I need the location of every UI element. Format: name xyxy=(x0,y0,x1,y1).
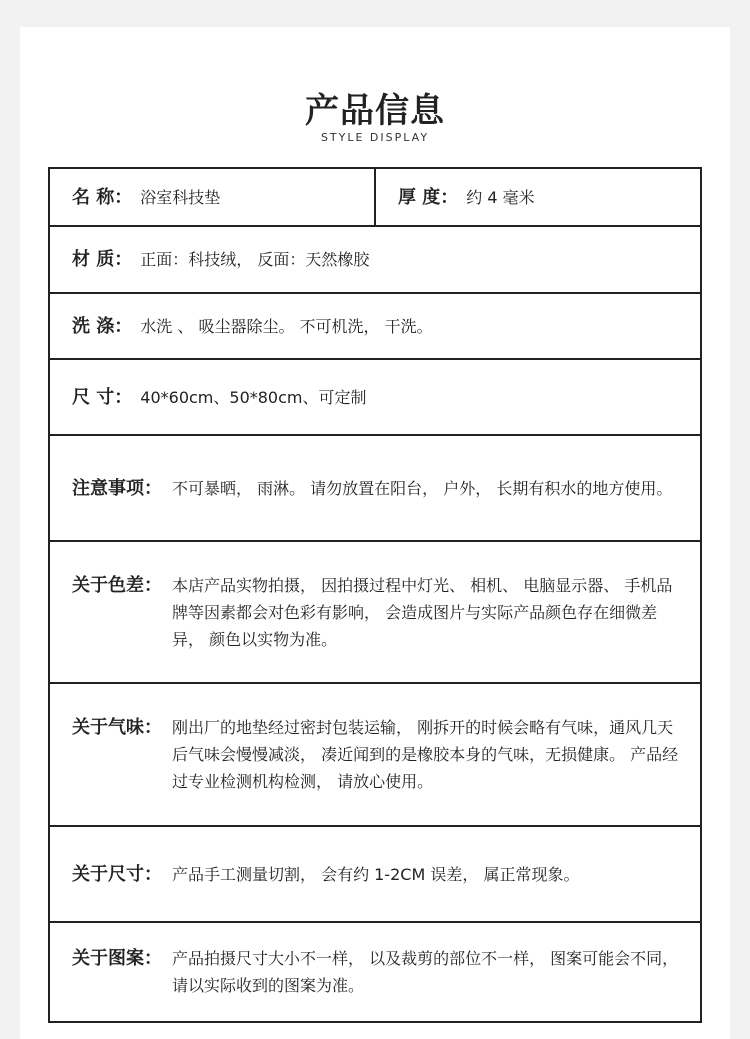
table-row-material xyxy=(49,226,701,293)
washing-value: 水洗 、 吸尘器除尘。 不可机洗， 干洗。 xyxy=(140,316,433,336)
cell-pattern xyxy=(49,922,701,1022)
name-label: 名 称： xyxy=(72,186,133,208)
notes-label: 注意事项： xyxy=(72,477,162,499)
smell-value: 刚出厂的地垫经过密封包装运输， 刚拆开的时候会略有气味，通风几天后气味会慢慢减淡， 凑近闻到的是橡胶本身的气味，无损健康。 产品经过专业检测机构检测， 请放心使用。 xyxy=(172,718,679,791)
cell-color xyxy=(49,541,701,683)
sizeinfo-value: 产品手工测量切割， 会有约 1-2CM 误差， 属正常现象。 xyxy=(172,864,580,884)
color-label: 关于色差： xyxy=(72,574,162,596)
color-value: 本店产品实物拍摄， 因拍摄过程中灯光、 相机、 电脑显示器、 手机品牌等因素都会对色彩有影响， 会造成图片与实际产品颜色存在细微差异， 颜色以实物为准。 xyxy=(172,575,673,649)
page-subtitle: STYLE DISPLAY xyxy=(320,131,430,144)
thickness-value: 约 4 毫米 xyxy=(466,187,535,207)
table-row-smell xyxy=(49,683,701,826)
name-value: 浴室科技垫 xyxy=(140,187,221,207)
cell-thickness xyxy=(375,168,701,226)
size-value: 40*60cm、50*80cm、可定制 xyxy=(140,387,367,407)
table-row-notes xyxy=(49,435,701,541)
cell-notes xyxy=(49,435,701,541)
table-row-pattern xyxy=(49,922,701,1022)
table-row-size xyxy=(49,359,701,435)
cell-sizeinfo xyxy=(49,826,701,922)
notes-value: 不可暴晒， 雨淋。 请勿放置在阳台， 户外， 长期有积水的地方使用。 xyxy=(172,478,673,498)
size-label: 尺 寸： xyxy=(72,386,133,408)
table-row-name-thickness xyxy=(49,168,701,226)
cell-size xyxy=(49,359,701,435)
material-value: 正面：科技绒， 反面：天然橡胶 xyxy=(140,250,370,269)
thickness-label: 厚 度： xyxy=(398,186,459,208)
cell-name xyxy=(49,168,375,226)
table-row-washing xyxy=(49,293,701,359)
smell-label: 关于气味： xyxy=(72,717,162,738)
table-row-color xyxy=(49,541,701,683)
pattern-label: 关于图案： xyxy=(72,948,162,969)
sizeinfo-label: 关于尺寸： xyxy=(72,863,162,885)
product-info-card xyxy=(20,27,730,1039)
material-label: 材 质： xyxy=(72,249,133,270)
cell-smell xyxy=(49,683,701,826)
table-row-sizeinfo xyxy=(49,826,701,922)
cell-washing xyxy=(49,293,701,359)
pattern-value: 产品拍摄尺寸大小不一样， 以及裁剪的部位不一样， 图案可能会不同， 请以实际收到的图案为准。 xyxy=(172,949,679,995)
cell-material xyxy=(49,226,701,293)
page-title: 产品信息 xyxy=(305,91,445,131)
washing-label: 洗 涤： xyxy=(72,315,133,337)
product-info-table xyxy=(48,167,702,1023)
